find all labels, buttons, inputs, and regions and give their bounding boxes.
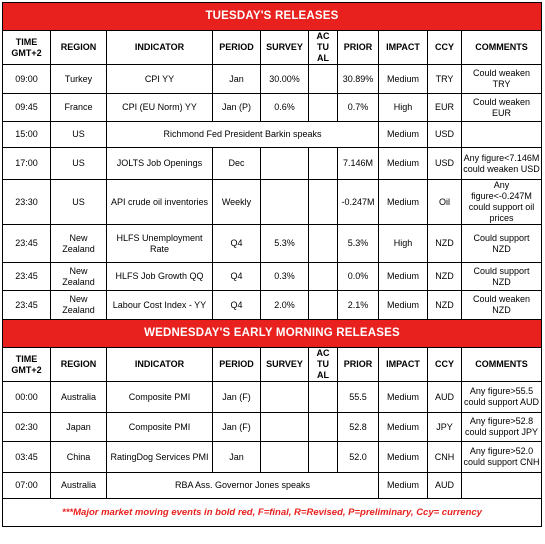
- region-header: REGION: [51, 31, 107, 65]
- impact-header: IMPACT: [379, 348, 428, 382]
- wednesday-section-title: WEDNESDAY'S EARLY MORNING RELEASES: [3, 320, 542, 348]
- economic-calendar-table: [2, 2, 542, 527]
- table-row: 02:30 Japan Composite PMI Jan (F) 52.8 Medium JPY Any figure>52.8 could support JPY: [3, 413, 542, 442]
- impact-header: IMPACT: [379, 31, 428, 65]
- table-row: 09:45 France CPI (EU Norm) YY Jan (P) 0.6% 0.7% High EUR Could weaken EUR: [3, 94, 542, 122]
- ccy-header: CCY: [428, 31, 462, 65]
- time-header: TIME GMT+2: [3, 348, 51, 382]
- time-header: TIME GMT+2: [3, 31, 51, 65]
- table-row: 17:00 US JOLTS Job Openings Dec 7.146M Medium USD Any figure<7.146M could weaken USD: [3, 148, 542, 180]
- table-row: 23:45 New Zealand Labour Cost Index - YY Q4 2.0% 2.1% Medium NZD Could weaken NZD: [3, 291, 542, 320]
- comments-header: COMMENTS: [462, 348, 542, 382]
- table-row: 09:00 Turkey CPI YY Jan 30.00% 30.89% Medium TRY Could weaken TRY: [3, 65, 542, 94]
- table-row: 07:00 Australia RBA Ass. Governor Jones speaks Medium AUD: [3, 473, 542, 499]
- table-row: 23:45 New Zealand HLFS Unemployment Rate Q4 5.3% 5.3% High NZD Could support NZD: [3, 225, 542, 263]
- period-header: PERIOD: [213, 348, 261, 382]
- actual-header: AC TU AL: [309, 31, 338, 65]
- footnote: ***Major market moving events in bold red, F=final, R=Revised, P=preliminary, Ccy= currency: [3, 499, 542, 527]
- actual-header: AC TU AL: [309, 348, 338, 382]
- table-row: 23:30 US API crude oil inventories Weekly -0.247M Medium Oil Any figure<-0.247M could support oil prices: [3, 180, 542, 225]
- comments-header: COMMENTS: [462, 31, 542, 65]
- table-row: 23:45 New Zealand HLFS Job Growth QQ Q4 0.3% 0.0% Medium NZD Could support NZD: [3, 263, 542, 291]
- period-header: PERIOD: [213, 31, 261, 65]
- prior-header: PRIOR: [338, 348, 379, 382]
- tuesday-section-title: TUESDAY'S RELEASES: [3, 3, 542, 31]
- table-row: 15:00 US Richmond Fed President Barkin speaks Medium USD: [3, 122, 542, 148]
- survey-header: SURVEY: [261, 348, 309, 382]
- ccy-header: CCY: [428, 348, 462, 382]
- indicator-header: INDICATOR: [107, 348, 213, 382]
- indicator-header: INDICATOR: [107, 31, 213, 65]
- survey-header: SURVEY: [261, 31, 309, 65]
- wednesday-header-row: [3, 348, 542, 382]
- table-row: 00:00 Australia Composite PMI Jan (F) 55.5 Medium AUD Any figure>55.5 could support AUD: [3, 382, 542, 413]
- region-header: REGION: [51, 348, 107, 382]
- tuesday-header-row: [3, 31, 542, 65]
- prior-header: PRIOR: [338, 31, 379, 65]
- table-row: 03:45 China RatingDog Services PMI Jan 52.0 Medium CNH Any figure>52.0 could support CNH: [3, 442, 542, 473]
